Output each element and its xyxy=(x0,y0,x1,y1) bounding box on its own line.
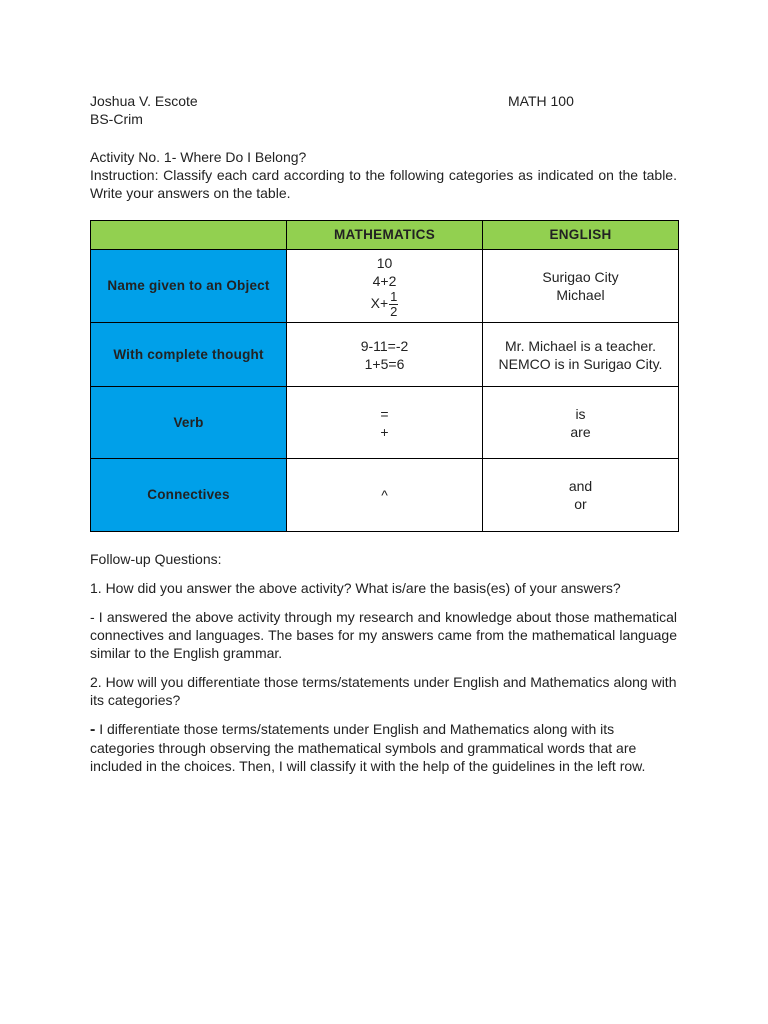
document-header xyxy=(90,92,677,128)
cell-text: X+ xyxy=(370,294,389,311)
fraction-denominator: 2 xyxy=(390,303,398,319)
student-course: BS-Crim xyxy=(90,111,143,127)
activity-title: Activity No. 1- Where Do I Belong? xyxy=(90,149,307,165)
table-header-empty xyxy=(91,221,287,250)
cell-text: and xyxy=(568,478,593,494)
english-cell xyxy=(483,459,679,532)
activity-instruction: Instruction: Classify each card according to the following categories as indicated on the table. Write your answers on the table. xyxy=(90,167,677,201)
cell-text: 9-11=-2 xyxy=(360,337,409,354)
cell-text: + xyxy=(380,423,389,440)
english-cell xyxy=(483,250,679,323)
table-header-row xyxy=(91,221,679,250)
student-name: Joshua V. Escote xyxy=(90,93,198,109)
english-cell xyxy=(483,387,679,459)
answer-2 xyxy=(90,720,677,775)
cell-text: 4+2 xyxy=(372,272,397,289)
answer-1: - I answered the above activity through my research and knowledge about those mathematical connectives and languages. The bases for my answers came from the mathematical language similar to the English grammar. xyxy=(90,609,677,661)
row-label: Connectives xyxy=(91,459,287,532)
cell-text: or xyxy=(574,496,587,512)
row-label: With complete thought xyxy=(91,323,287,387)
table-row xyxy=(91,459,679,532)
cell-text: Mr. Michael is a teacher. xyxy=(505,337,656,354)
followup-heading: Follow-up Questions: xyxy=(90,551,222,567)
cell-text: are xyxy=(570,423,591,440)
subject-code: MATH 100 xyxy=(508,93,574,109)
table-header-mathematics: MATHEMATICS xyxy=(287,221,483,250)
answer-2-dash: - xyxy=(90,721,96,738)
question-1: 1. How did you answer the above activity? What is/are the basis(es) of your answers? xyxy=(90,580,621,596)
fraction-numerator: 1 xyxy=(390,288,398,304)
table-row xyxy=(91,323,679,387)
cell-text: = xyxy=(380,405,389,422)
question-2: 2. How will you differentiate those terms/statements under English and Mathematics along with its categories? xyxy=(90,674,677,708)
table-row xyxy=(91,250,679,323)
cell-text-with-fraction xyxy=(291,290,478,319)
fraction xyxy=(389,290,398,319)
row-label: Verb xyxy=(91,387,287,459)
cell-text: 1+5=6 xyxy=(364,355,405,372)
cell-text: NEMCO is in Surigao City. xyxy=(498,355,663,372)
classification-table xyxy=(90,220,679,532)
table-row xyxy=(91,387,679,459)
english-cell xyxy=(483,323,679,387)
math-cell xyxy=(287,250,483,323)
cell-text: Michael xyxy=(556,287,605,303)
math-cell xyxy=(287,323,483,387)
cell-text: is xyxy=(575,405,586,422)
row-label: Name given to an Object xyxy=(91,250,287,323)
math-cell xyxy=(287,459,483,532)
cell-text: 10 xyxy=(376,254,393,271)
answer-2-text: I differentiate those terms/statements under English and Mathematics along with its categories through observing the mathematical symbols and grammatical words that are included in the choices. Then, I will classify it with the help of the guidelines in the left row. xyxy=(90,721,646,774)
math-cell xyxy=(287,387,483,459)
table-header-english: ENGLISH xyxy=(483,221,679,250)
cell-text: ^ xyxy=(381,487,388,503)
document-page xyxy=(90,92,677,775)
cell-text: Surigao City xyxy=(542,269,619,285)
